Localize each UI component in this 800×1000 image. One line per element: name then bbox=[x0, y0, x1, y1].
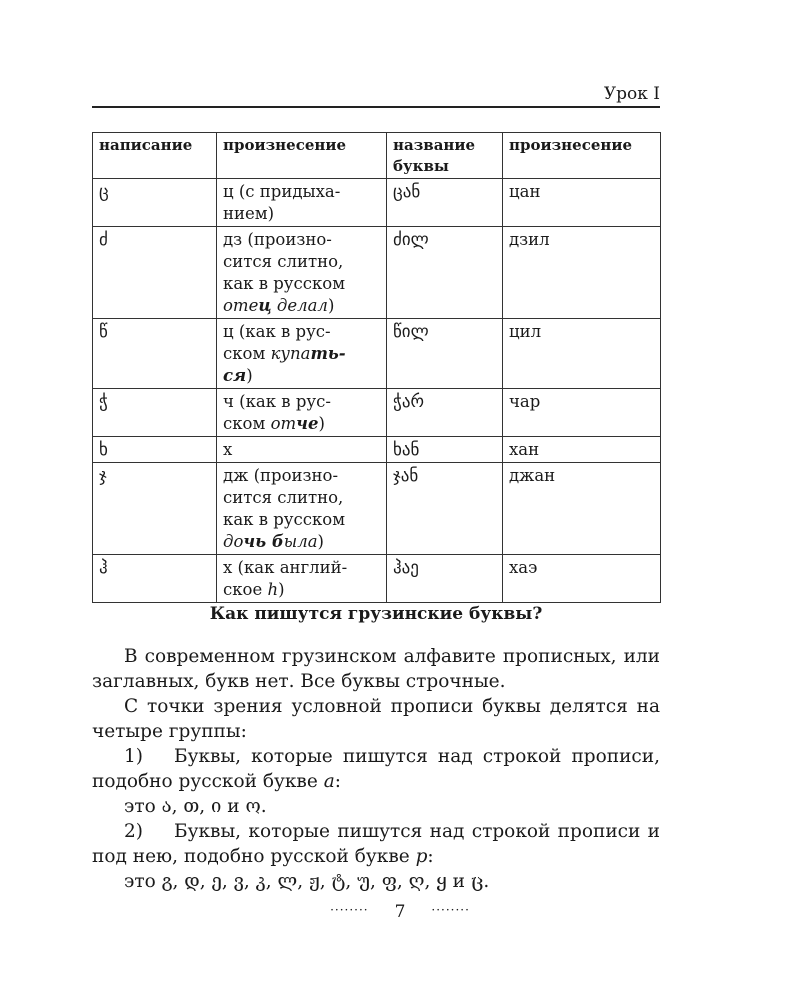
letter-name-pronunciation: джан bbox=[503, 463, 661, 555]
table-row bbox=[93, 463, 661, 555]
list-item-text: Буквы, которые пишутся над строкой прописи, подобно русской букве bbox=[92, 746, 660, 792]
letter-name-pronunciation: цил bbox=[503, 319, 661, 389]
list-item-text: Буквы, которые пишутся над строкой прописи и под нею, подобно русской букве bbox=[92, 821, 660, 867]
page-number: 7 bbox=[394, 902, 406, 922]
letter-name: ჰაე bbox=[387, 555, 503, 603]
letter-pronunciation: дз (произно- сится слитно, как в русском отец делал) bbox=[217, 227, 387, 319]
letter-pronunciation: х (как англий- ское h) bbox=[217, 555, 387, 603]
georgian-letter: ხ bbox=[93, 437, 217, 463]
table-body bbox=[93, 179, 661, 603]
georgian-letter: ძ bbox=[93, 227, 217, 319]
letter-pronunciation: х bbox=[217, 437, 387, 463]
letter-name-pronunciation: чар bbox=[503, 389, 661, 437]
paragraph: С точки зрения условной прописи буквы делятся на четыре группы: bbox=[92, 696, 660, 742]
body-text bbox=[92, 644, 660, 894]
example-line: это გ, დ, ე, ვ, კ, ლ, ჟ, ტ, უ, ფ, ღ, ყ и ც. bbox=[124, 871, 490, 892]
punctuation: : bbox=[334, 771, 341, 792]
table-row bbox=[93, 389, 661, 437]
example-line: это ა, თ, ი и ო. bbox=[124, 796, 267, 817]
georgian-letter: ჰ bbox=[93, 555, 217, 603]
example-letter: р bbox=[415, 846, 428, 867]
punctuation: : bbox=[427, 846, 434, 867]
table-row bbox=[93, 555, 661, 603]
header-rule bbox=[92, 106, 660, 108]
running-head: Урок I bbox=[603, 84, 660, 104]
example-letter: а bbox=[323, 771, 335, 792]
letter-name-pronunciation: хаэ bbox=[503, 555, 661, 603]
list-number: 1) bbox=[124, 746, 143, 767]
column-header-name-pronunciation: произнесение bbox=[503, 133, 661, 179]
letter-name: ცან bbox=[387, 179, 503, 227]
section-title: Как пишутся грузинские буквы? bbox=[209, 604, 543, 624]
letter-name-pronunciation: дзил bbox=[503, 227, 661, 319]
footer-dots-right: ········ bbox=[431, 903, 470, 917]
letter-name: წილ bbox=[387, 319, 503, 389]
letter-pronunciation: дж (произно- сится слитно, как в русском дочь была) bbox=[217, 463, 387, 555]
table-header-row bbox=[93, 133, 661, 179]
paragraph: В современном грузинском алфавите прописных, или заглавных, букв нет. Все буквы строчные. bbox=[92, 646, 660, 692]
letter-pronunciation: ц (с придыха- нием) bbox=[217, 179, 387, 227]
list-number: 2) bbox=[124, 821, 143, 842]
table-row bbox=[93, 319, 661, 389]
alphabet-table bbox=[92, 132, 661, 603]
column-header-pronunciation: произнесение bbox=[217, 133, 387, 179]
letter-name: ჭარ bbox=[387, 389, 503, 437]
table-row bbox=[93, 227, 661, 319]
letter-name: ხან bbox=[387, 437, 503, 463]
georgian-letter: ჯ bbox=[93, 463, 217, 555]
letter-name-pronunciation: цан bbox=[503, 179, 661, 227]
table-row bbox=[93, 179, 661, 227]
list-item bbox=[92, 744, 660, 794]
list-item bbox=[92, 819, 660, 869]
footer-dots-left: ········ bbox=[330, 903, 369, 917]
column-header-spelling: написание bbox=[93, 133, 217, 179]
georgian-letter: ც bbox=[93, 179, 217, 227]
page-footer bbox=[0, 902, 800, 922]
column-header-letter-name: название буквы bbox=[387, 133, 503, 179]
georgian-letter: ჭ bbox=[93, 389, 217, 437]
letter-pronunciation: ч (как в рус- ском отче) bbox=[217, 389, 387, 437]
table-row bbox=[93, 437, 661, 463]
letter-name-pronunciation: хан bbox=[503, 437, 661, 463]
georgian-letter: წ bbox=[93, 319, 217, 389]
letter-name: ძილ bbox=[387, 227, 503, 319]
letter-name: ჯან bbox=[387, 463, 503, 555]
letter-pronunciation: ц (как в рус- ском купать- ся) bbox=[217, 319, 387, 389]
